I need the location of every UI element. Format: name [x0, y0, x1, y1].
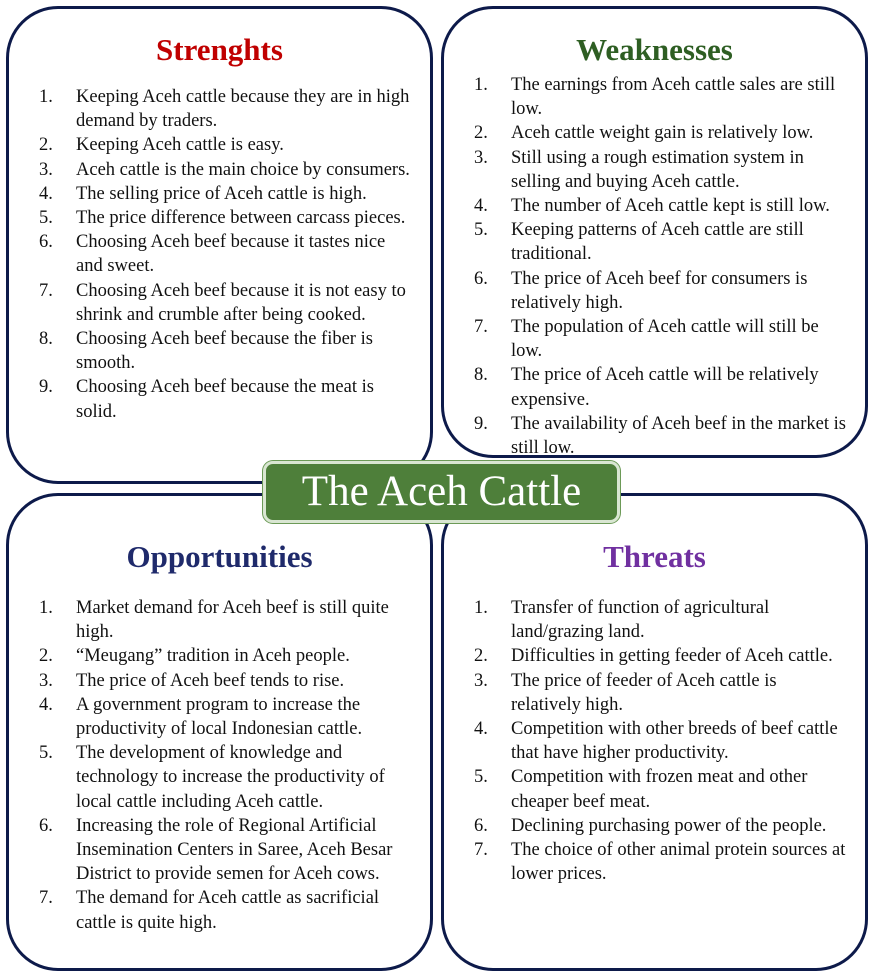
strengths-item-text: The price difference between carcass pieces.	[76, 208, 406, 229]
strengths-panel	[6, 6, 433, 484]
threats-item	[474, 669, 849, 717]
weaknesses-item	[474, 146, 849, 194]
threats-item-number: 6.	[474, 815, 488, 836]
weaknesses-item-text: The availability of Aceh beef in the market is still low.	[511, 413, 846, 459]
opportunities-item-text: The development of knowledge and technology to increase the productivity of local cattle including Aceh cattle.	[76, 743, 385, 812]
strengths-item-text: Choosing Aceh beef because the fiber is smooth.	[76, 329, 373, 374]
weaknesses-item-number: 3.	[474, 147, 488, 168]
threats-item	[474, 814, 849, 838]
threats-item	[474, 765, 849, 813]
weaknesses-title: Weaknesses	[576, 32, 733, 67]
strengths-item	[39, 206, 414, 230]
weaknesses-item-number: 6.	[474, 268, 488, 289]
weaknesses-item-text: Still using a rough estimation system in selling and buying Aceh cattle.	[511, 147, 804, 192]
threats-panel	[441, 493, 868, 971]
strengths-item-text: Keeping Aceh cattle is easy.	[76, 135, 284, 156]
opportunities-item-text: The price of Aceh beef tends to rise.	[76, 670, 345, 691]
threats-item-number: 2.	[474, 646, 488, 667]
strengths-item	[39, 85, 414, 133]
threats-item	[474, 838, 849, 886]
opportunities-item-number: 7.	[39, 888, 53, 909]
strengths-item-number: 2.	[39, 135, 53, 156]
weaknesses-item-text: The price of Aceh cattle will be relatively expensive.	[511, 365, 819, 410]
opportunities-item	[39, 886, 414, 934]
opportunities-list	[39, 596, 414, 935]
threats-list	[474, 596, 849, 886]
opportunities-item-text: A government program to increase the productivity of local Indonesian cattle.	[76, 694, 363, 740]
strengths-item	[39, 279, 414, 327]
opportunities-item-number: 6.	[39, 815, 53, 836]
opportunities-item	[39, 741, 414, 814]
threats-item-number: 1.	[474, 598, 488, 618]
weaknesses-item-number: 1.	[474, 75, 488, 95]
threats-item-text: The price of feeder of Aceh cattle is relatively high.	[511, 670, 777, 715]
strengths-list	[39, 85, 414, 424]
threats-item	[474, 717, 849, 765]
weaknesses-item-number: 4.	[474, 196, 488, 217]
weaknesses-item-text: The number of Aceh cattle kept is still low.	[511, 196, 830, 217]
strengths-title: Strenghts	[156, 32, 283, 67]
weaknesses-panel	[441, 6, 868, 458]
threats-title: Threats	[603, 539, 706, 574]
strengths-item	[39, 327, 414, 375]
opportunities-item-number: 2.	[39, 646, 53, 667]
threats-item-text: Competition with other breeds of beef cattle that have higher productivity.	[511, 719, 838, 764]
strengths-item-text: Choosing Aceh beef because it tastes nice and sweet.	[76, 232, 386, 277]
strengths-item-number: 7.	[39, 280, 53, 301]
threats-item-text: Competition with frozen meat and other cheaper beef meat.	[511, 767, 808, 812]
threats-item-text: Declining purchasing power of the people.	[511, 815, 827, 836]
opportunities-item-number: 3.	[39, 670, 53, 691]
weaknesses-item	[474, 412, 849, 460]
opportunities-item	[39, 693, 414, 741]
opportunities-item	[39, 669, 414, 693]
strengths-item-text: Keeping Aceh cattle because they are in high demand by traders.	[76, 87, 410, 132]
threats-item	[474, 644, 849, 668]
weaknesses-item-number: 2.	[474, 123, 488, 144]
weaknesses-item-number: 7.	[474, 317, 488, 338]
threats-item-text: Difficulties in getting feeder of Aceh cattle.	[511, 646, 833, 667]
strengths-item-text: The selling price of Aceh cattle is high.	[76, 183, 367, 204]
strengths-item-number: 8.	[39, 329, 53, 350]
strengths-item-number: 5.	[39, 208, 53, 229]
strengths-item	[39, 158, 414, 182]
opportunities-title: Opportunities	[126, 539, 313, 574]
opportunities-item	[39, 644, 414, 668]
strengths-item-number: 1.	[39, 87, 53, 107]
weaknesses-list	[474, 73, 849, 460]
strengths-item-text: Choosing Aceh beef because the meat is solid.	[76, 377, 374, 422]
opportunities-item-number: 4.	[39, 694, 53, 715]
threats-item-text: Transfer of function of agricultural land/grazing land.	[511, 598, 770, 643]
weaknesses-item	[474, 73, 849, 121]
weaknesses-item-number: 5.	[474, 220, 488, 241]
opportunities-item-text: Increasing the role of Regional Artificial Insemination Centers in Saree, Aceh Besar District to provide semen for Aceh cows.	[76, 815, 393, 885]
weaknesses-item-text: Aceh cattle weight gain is relatively low.	[511, 123, 814, 144]
opportunities-item-text: The demand for Aceh cattle as sacrificial cattle is quite high.	[76, 888, 380, 933]
opportunities-item-text: Market demand for Aceh beef is still quite high.	[76, 598, 389, 643]
threats-item-number: 3.	[474, 670, 488, 691]
opportunities-item-number: 5.	[39, 743, 53, 764]
weaknesses-item-text: Keeping patterns of Aceh cattle are still traditional.	[511, 220, 804, 265]
strengths-item-number: 3.	[39, 159, 53, 180]
strengths-item	[39, 182, 414, 206]
threats-item-number: 5.	[474, 767, 488, 788]
opportunities-item	[39, 596, 414, 644]
weaknesses-item	[474, 363, 849, 411]
threats-item-text: The choice of other animal protein sources at lower prices.	[511, 840, 846, 885]
strengths-item-number: 9.	[39, 377, 53, 398]
opportunities-panel	[6, 493, 433, 971]
weaknesses-item	[474, 267, 849, 315]
weaknesses-item	[474, 194, 849, 218]
weaknesses-item-number: 8.	[474, 365, 488, 386]
threats-item-number: 4.	[474, 719, 488, 740]
opportunities-item-number: 1.	[39, 598, 53, 618]
strengths-item	[39, 133, 414, 157]
strengths-item-number: 6.	[39, 232, 53, 253]
opportunities-item-text: “Meugang” tradition in Aceh people.	[76, 646, 350, 667]
threats-item	[474, 596, 849, 644]
weaknesses-item-number: 9.	[474, 413, 488, 434]
weaknesses-item-text: The earnings from Aceh cattle sales are still low.	[511, 75, 836, 120]
strengths-item-text: Aceh cattle is the main choice by consumers.	[76, 159, 410, 180]
weaknesses-item-text: The price of Aceh beef for consumers is relatively high.	[511, 268, 808, 313]
weaknesses-item	[474, 218, 849, 266]
center-title-box: The Aceh Cattle	[263, 461, 620, 523]
strengths-item	[39, 375, 414, 423]
strengths-item-text: Choosing Aceh beef because it is not easy to shrink and crumble after being cooked.	[76, 280, 406, 325]
threats-item-number: 7.	[474, 840, 488, 861]
weaknesses-item	[474, 121, 849, 145]
opportunities-item	[39, 814, 414, 887]
strengths-item	[39, 230, 414, 278]
weaknesses-item-text: The population of Aceh cattle will still be low.	[511, 317, 819, 362]
weaknesses-item	[474, 315, 849, 363]
strengths-item-number: 4.	[39, 183, 53, 204]
